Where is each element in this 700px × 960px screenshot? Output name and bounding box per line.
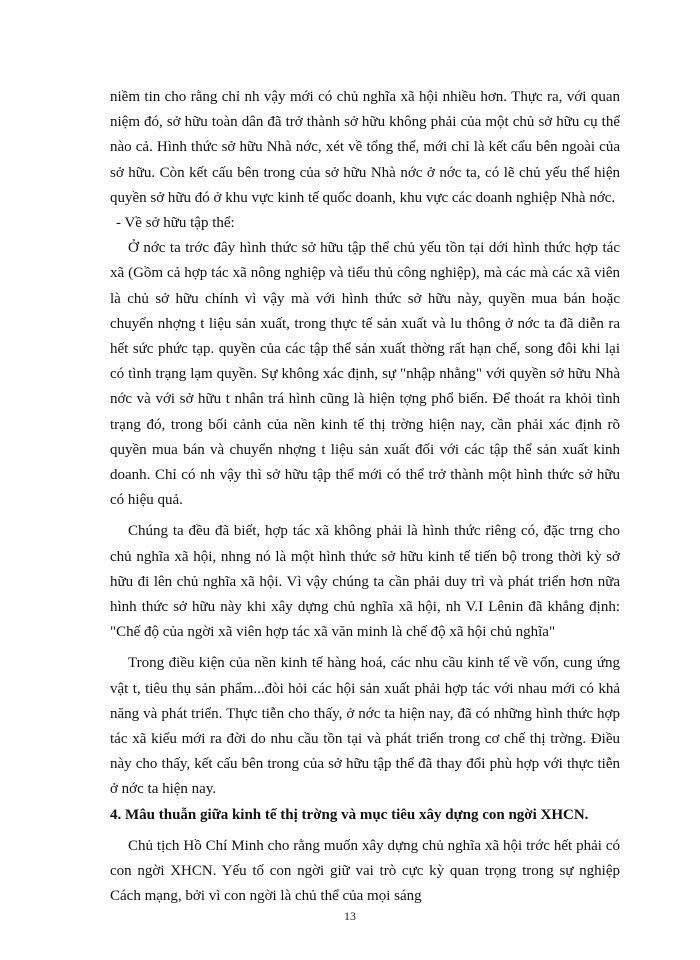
paragraph-ho-chi-minh: Chủ tịch Hồ Chí Minh cho rằng muốn xây dựng chủ nghĩa xã hội trớc hết phải có con ngời XHCN. Yếu tố con ngời giữ vai trò cực kỳ quan trọng trong sự nghiệp Cách mạng, bởi vì con ngời là chủ thể của mọi sáng xyxy=(110,837,620,905)
paragraph-commodity-economy: Trong điều kiện của nền kinh tế hàng hoá, các nhu cầu kinh tế về vốn, cung ứng vật t, tiêu thụ sản phẩm...đòi hỏi các hội sản xuất phải hợp tác với nhau mới có khả năng và phát triển. Thực tiễn cho thấy, ở nớc ta hiện nay, đã có những hình thức hợp tác xã kiểu mới ra đời do nhu cầu tồn tại và phát triển trong cơ chế thị trờng. Điều này cho thấy, kết cấu bên trong của sở hữu tập thể đã thay đổi phù hợp với thực tiễn ở nớc ta hiện nay. xyxy=(110,655,620,798)
page-number: 13 xyxy=(344,909,356,923)
paragraph-cooperatives: Chúng ta đều đã biết, hợp tác xã không phải là hình thức riêng có, đặc trng cho chủ nghĩa xã hội, nhng nó là một hình thức sở hữu kinh tế tiến bộ trong thời kỳ sở hữu đi lên chủ nghĩa xã hội. Vì vậy chúng ta cần phải duy trì và phát triển hơn nữa hình thức sở hữu này khi xây dựng chủ nghĩa xã hội, nh V.I Lênin đã khẳng định: "Chế độ của ngời xã viên hợp tác xã văn minh là chế độ xã hội chủ nghĩa" xyxy=(110,523,620,641)
paragraph-state-ownership: niềm tin cho rằng chỉ nh vậy mới có chủ nghĩa xã hội nhiều hơn. Thực ra, với quan niệm đó, sở hữu toàn dân đã trở thành sở hữu không phải của một chủ sở hữu cụ thể nào cả. Hình thức sở hữu Nhà nớc, xét về tổng thể, mới chỉ là kết cấu bên ngoài của sở hữu. Còn kết cấu bên trong của sở hữu Nhà nớc ở nớc ta, có lẽ chủ yếu thể hiện quyền sở hữu đó ở khu vực kinh tế quốc doanh, khu vực các doanh nghiệp Nhà nớc. xyxy=(110,89,620,206)
section-heading-4: 4. Mâu thuẫn giữa kinh tế thị trờng và mục tiêu xây dựng con ngời XHCN. xyxy=(110,806,589,823)
heading-collective-ownership: - Về sở hữu tập thể: xyxy=(116,215,235,232)
paragraph-collective-ownership: Ở nớc ta trớc đây hình thức sở hữu tập thể chủ yếu tồn tại dới hình thức hợp tác xã (Gồm cả hợp tác xã nông nghiệp và tiểu thủ công nghiệp), mà các mà các xã viên là chủ sở hữu chính vì vậy mà với hình thức sở hữu này, quyền mua bán hoặc chuyển nhợng t liệu sản xuất, trong thực tế sản xuất và lu thông ở nớc ta đã diễn ra hết sức phức tạp. quyền của các tập thể sản xuất thờng rất hạn chế, song đôi khi lại có tình trạng lạm quyền. Sự không xác định, sự "nhập nhằng" với quyền sở hữu Nhà nớc và với sở hữu t nhân trá hình cũng là hiện tợng phổ biến. Để thoát ra khỏi tình trạng đó, trong bối cảnh của nền kinh tế thị trờng hiện nay, cần phải xác định rõ quyền mua bán và chuyển nhợng t liệu sản xuất đối với các tập thể sản xuất kinh doanh. Chỉ có nh vậy thì sở hữu tập thể mới có thể trở thành một hình thức sở hữu có hiệu quả. xyxy=(110,240,620,509)
page-body xyxy=(110,85,620,910)
